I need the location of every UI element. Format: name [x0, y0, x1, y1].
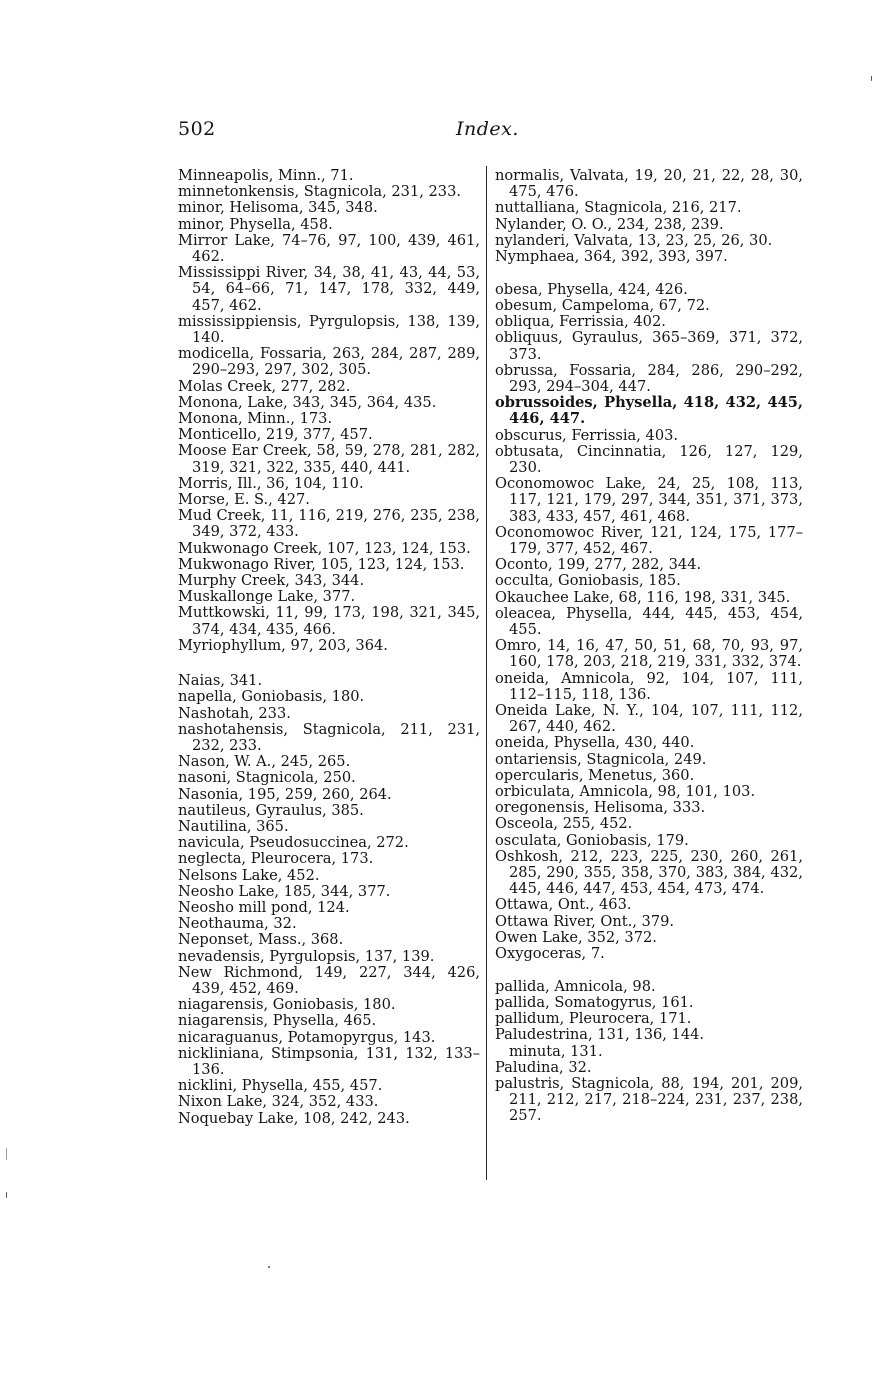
index-entry: Nautilina, 365. — [178, 817, 289, 835]
index-entry: napella, Goniobasis, 180. — [178, 688, 365, 706]
index-entry: Ottawa, Ont., 463. — [495, 896, 632, 914]
index-entry: normalis, Valvata, 19, 20, 21, 22, 28, 30, 475, 476. — [495, 167, 803, 201]
index-entry: Neosho mill pond, 124. — [178, 898, 350, 916]
index-entry: nautileus, Gyraulus, 385. — [178, 801, 364, 819]
index-subentry: minuta, 131. — [509, 1042, 603, 1060]
index-entry: Mukwonago River, 105, 123, 124, 153. — [178, 555, 465, 573]
index-entry: opercularis, Menetus, 360. — [495, 766, 695, 784]
index-entry: obesa, Physella, 424, 426. — [495, 280, 688, 298]
letter-section-gap — [178, 654, 480, 673]
column-divider — [486, 166, 487, 1180]
index-entry: Noquebay Lake, 108, 242, 243. — [178, 1109, 410, 1127]
index-entry: Neponset, Mass., 368. — [178, 931, 344, 949]
index-entry: Omro, 14, 16, 47, 50, 51, 68, 70, 93, 97, 160, 178, 203, 218, 219, 331, 332, 374. — [495, 637, 803, 671]
index-entry: Nymphaea, 364, 392, 393, 397. — [495, 248, 728, 266]
scan-speck — [6, 1148, 7, 1160]
index-entry: Paludestrina, 131, 136, 144. — [495, 1026, 705, 1044]
index-entry: Mukwonago Creek, 107, 123, 124, 153. — [178, 539, 471, 557]
index-entry: mississippiensis, Pyrgulopsis, 138, 139, 140. — [178, 312, 480, 347]
index-entry: Molas Creek, 277, 282. — [178, 377, 351, 395]
page-header — [0, 118, 883, 146]
index-entry: New Richmond, 149, 227, 344, 426, 439, 452, 469. — [178, 963, 480, 997]
index-entry: Oconto, 199, 277, 282, 344. — [495, 556, 702, 574]
index-entry: niagarensis, Physella, 465. — [178, 1012, 377, 1030]
index-entry: Nason, W. A., 245, 265. — [178, 753, 351, 771]
index-entry: Nelsons Lake, 452. — [178, 866, 320, 884]
index-entry: Minneapolis, Minn., 71. — [178, 167, 354, 184]
scan-speck — [6, 1192, 7, 1198]
index-entry: Naias, 341. — [178, 672, 263, 690]
index-entry: Morse, E. S., 427. — [178, 491, 310, 509]
index-entry: pallida, Amnicola, 98. — [495, 977, 656, 995]
index-entry: oneida, Amnicola, 92, 104, 107, 111, 112–115, 118, 136. — [495, 669, 803, 703]
index-entry: Oxygoceras, 7. — [495, 945, 605, 963]
index-entry: Oshkosh, 212, 223, 225, 230, 260, 261, 285, 290, 355, 358, 370, 383, 384, 432, 445, 446, 447, 453, 454, 473, 474. — [495, 847, 803, 898]
index-entry: Owen Lake, 352, 372. — [495, 928, 657, 946]
letter-section-gap — [495, 962, 803, 979]
scan-speck — [871, 76, 872, 81]
index-entry: Muttkowski, 11, 99, 173, 198, 321, 345, 374, 434, 435, 466. — [178, 604, 480, 638]
index-entry: obtusata, Cincinnatia, 126, 127, 129, 230. — [495, 442, 803, 476]
index-entry: ontariensis, Stagnicola, 249. — [495, 750, 707, 768]
index-entry: Nasonia, 195, 259, 260, 264. — [178, 785, 392, 803]
index-entry: modicella, Fossaria, 263, 284, 287, 289, 290–293, 297, 302, 305. — [178, 345, 480, 379]
index-entry-bold: obrussoides, Physella, 418, 432, 445, 446, 447. — [495, 394, 803, 428]
index-entry: Paludina, 32. — [495, 1058, 592, 1076]
index-entry: Myriophyllum, 97, 203, 364. — [178, 636, 388, 654]
index-entry: minnetonkensis, Stagnicola, 231, 233. — [178, 183, 461, 201]
index-entry: obliquus, Gyraulus, 365–369, 371, 372, 373. — [495, 329, 803, 363]
index-entry: nashotahensis, Stagnicola, 211, 231, 232, 233. — [178, 720, 480, 754]
index-entry: nicklini, Physella, 455, 457. — [178, 1077, 383, 1095]
page-number: 502 — [178, 118, 216, 140]
index-entry: nicaraguanus, Potamopyrgus, 143. — [178, 1028, 436, 1046]
index-entry: obrussa, Fossaria, 284, 286, 290–292, 293, 294–304, 447. — [495, 361, 803, 395]
index-entry: Morris, Ill., 36, 104, 110. — [178, 474, 364, 492]
index-entry: Oneida Lake, N. Y., 104, 107, 111, 112, 267, 440, 462. — [495, 702, 803, 736]
index-entry: neglecta, Pleurocera, 173. — [178, 850, 374, 868]
index-entry: obscurus, Ferrissia, 403. — [495, 426, 679, 444]
index-entry: pallidum, Pleurocera, 171. — [495, 1010, 692, 1028]
index-entry: Monona, Lake, 343, 345, 364, 435. — [178, 393, 437, 411]
index-entry: Oconomowoc River, 121, 124, 175, 177–179, 377, 452, 467. — [495, 523, 803, 557]
index-entry: Mississippi River, 34, 38, 41, 43, 44, 53, 54, 64–66, 71, 147, 178, 332, 449, 457, 462. — [178, 264, 480, 314]
index-entry: Ottawa River, Ont., 379. — [495, 912, 675, 930]
index-entry: osculata, Goniobasis, 179. — [495, 831, 689, 849]
index-entry: Nylander, O. O., 234, 238, 239. — [495, 215, 724, 233]
index-entry: orbiculata, Amnicola, 98, 101, 103. — [495, 783, 756, 801]
scan-speck — [268, 1266, 270, 1268]
index-entry: oleacea, Physella, 444, 445, 453, 454, 455. — [495, 604, 803, 638]
index-entry: oregonensis, Helisoma, 333. — [495, 799, 706, 817]
index-column-right — [495, 168, 803, 1125]
letter-section-gap — [495, 265, 803, 282]
index-entry: Nixon Lake, 324, 352, 433. — [178, 1093, 379, 1111]
index-entry: minor, Physella, 458. — [178, 215, 333, 233]
index-column-left — [178, 168, 480, 1127]
index-entry: obesum, Campeloma, 67, 72. — [495, 296, 710, 314]
index-entry: oneida, Physella, 430, 440. — [495, 734, 695, 752]
index-entry: Mirror Lake, 74–76, 97, 100, 439, 461, 462. — [178, 231, 480, 266]
index-entry: pallida, Somatogyrus, 161. — [495, 993, 694, 1011]
index-entry: Moose Ear Creek, 58, 59, 278, 281, 282, 319, 321, 322, 335, 440, 441. — [178, 442, 480, 476]
index-entry: nasoni, Stagnicola, 250. — [178, 769, 356, 787]
index-entry: Okauchee Lake, 68, 116, 198, 331, 345. — [495, 588, 791, 606]
index-entry: nylanderi, Valvata, 13, 23, 25, 26, 30. — [495, 231, 773, 249]
index-entry: Oconomowoc Lake, 24, 25, 108, 113, 117, 121, 179, 297, 344, 351, 371, 373, 383, 433, 457, 461, 468. — [495, 475, 803, 525]
index-entry: Monona, Minn., 173. — [178, 410, 333, 428]
index-entry: Muskallonge Lake, 377. — [178, 588, 356, 606]
index-entry: Osceola, 255, 452. — [495, 815, 633, 833]
index-entry: obliqua, Ferrissia, 402. — [495, 313, 666, 331]
index-entry: minor, Helisoma, 345, 348. — [178, 199, 378, 217]
index-entry: Murphy Creek, 343, 344. — [178, 572, 365, 590]
index-entry: Mud Creek, 11, 116, 219, 276, 235, 238, 349, 372, 433. — [178, 507, 480, 541]
index-entry: nickliniana, Stimpsonia, 131, 132, 133–136. — [178, 1044, 480, 1078]
index-entry: Nashotah, 233. — [178, 704, 291, 722]
index-entry: nevadensis, Pyrgulopsis, 137, 139. — [178, 947, 435, 965]
index-entry: nuttalliana, Stagnicola, 216, 217. — [495, 199, 742, 217]
index-entry: Neothauma, 32. — [178, 915, 297, 933]
index-entry: Neosho Lake, 185, 344, 377. — [178, 882, 391, 900]
index-entry: navicula, Pseudosuccinea, 272. — [178, 834, 409, 852]
index-entry: palustris, Stagnicola, 88, 194, 201, 209, 211, 212, 217, 218–224, 231, 237, 238, 257. — [495, 1074, 803, 1125]
index-entry: occulta, Goniobasis, 185. — [495, 572, 681, 590]
index-entry: Monticello, 219, 377, 457. — [178, 426, 373, 444]
running-title: Index. — [456, 118, 519, 140]
index-entry: niagarensis, Goniobasis, 180. — [178, 996, 396, 1014]
